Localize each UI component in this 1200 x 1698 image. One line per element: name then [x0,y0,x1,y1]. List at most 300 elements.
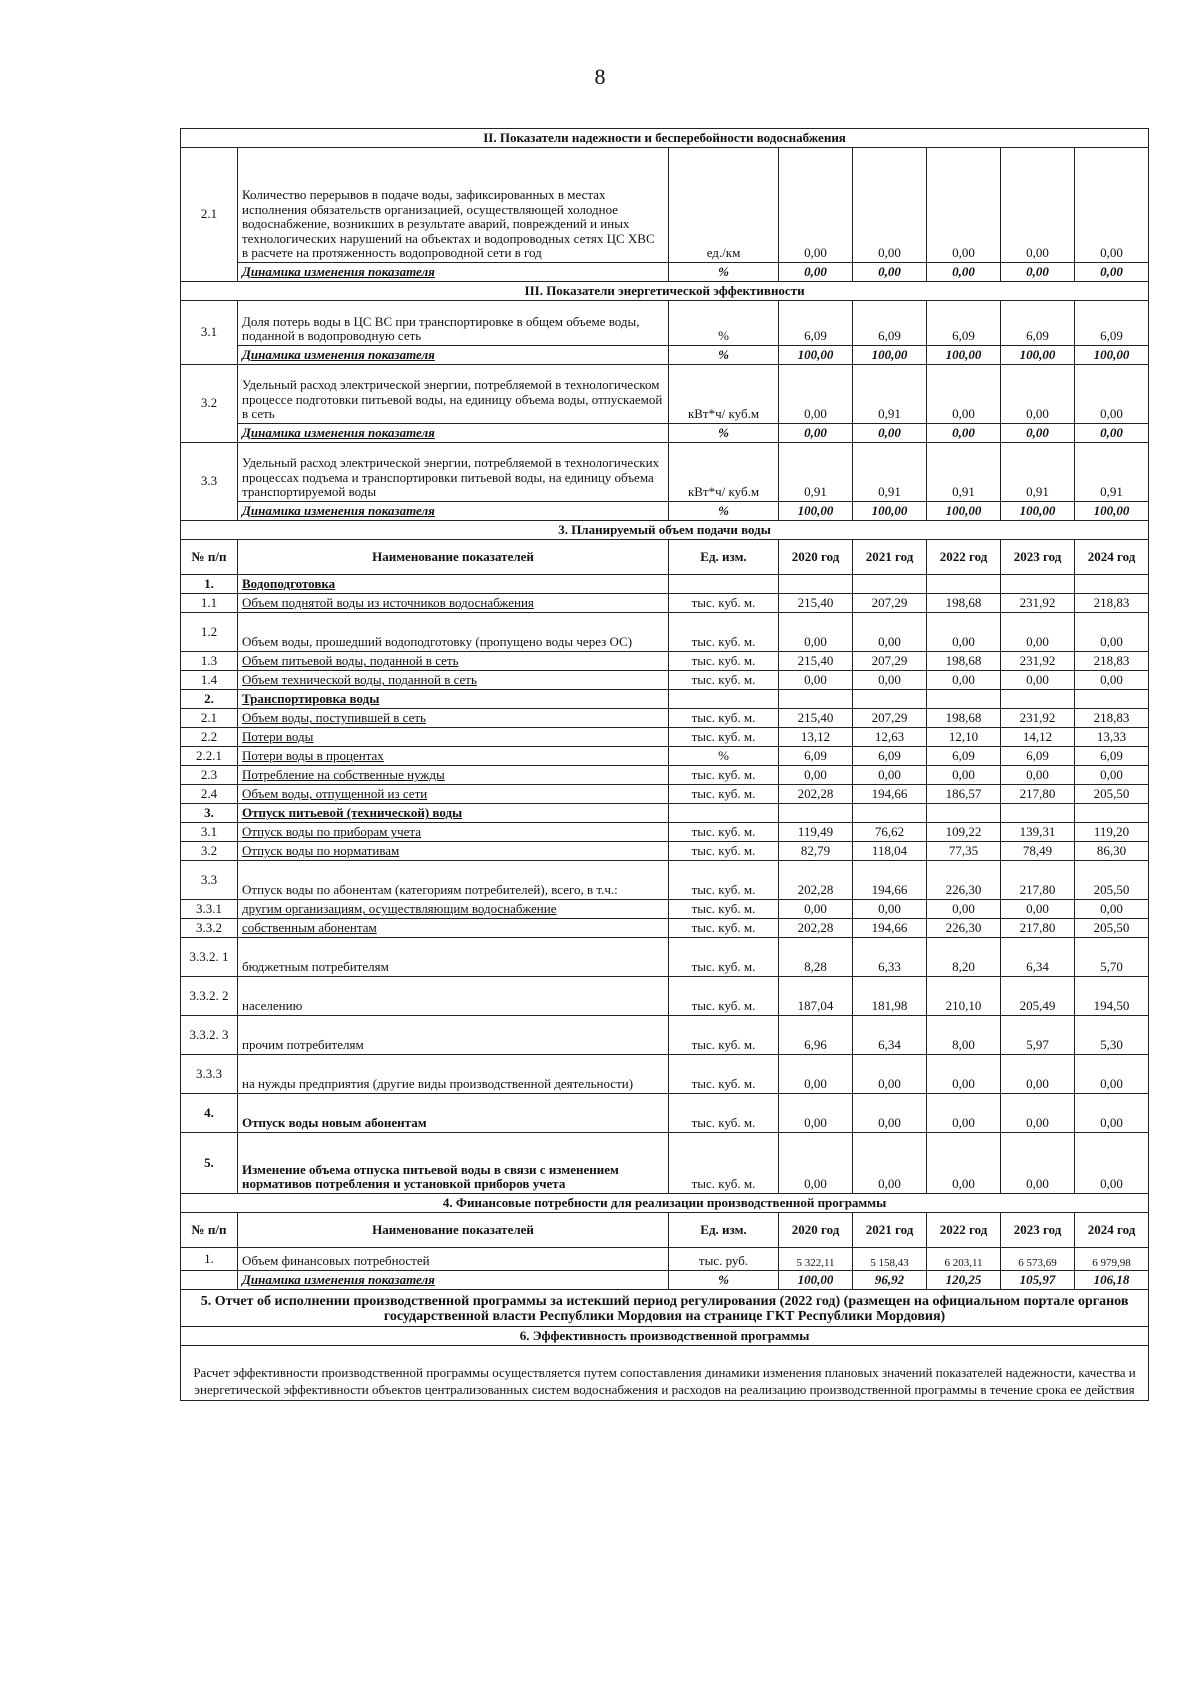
metric-value: 0,00 [927,148,1001,263]
indicator-unit [669,690,779,709]
dynamics-value: 100,00 [779,1271,853,1290]
table-row [181,671,1149,690]
indicator-name: Объем воды, отпущенной из сети [238,785,669,804]
indicator-value: 0,00 [1001,671,1075,690]
dynamics-value: 100,00 [853,502,927,521]
metric-value: 0,00 [1075,365,1149,424]
indicator-unit: тыс. куб. м. [669,1016,779,1055]
indicator-name: Потери воды в процентах [238,747,669,766]
header-year: 2020 год [779,540,853,575]
indicator-unit: тыс. куб. м. [669,823,779,842]
indicator-value: 0,00 [853,1055,927,1094]
dynamics-value: 100,00 [927,502,1001,521]
indicator-value: 231,92 [1001,709,1075,728]
metric-value: 6,09 [1001,301,1075,346]
metric-name: Удельный расход электрической энергии, потребляемой в технологических процессах подъема и транспортировки питьевой воды, на единицу объема транспортируемой воды [238,443,669,502]
indicator-value: 0,00 [927,1055,1001,1094]
indicator-value: 0,00 [1001,766,1075,785]
dynamics-label: Динамика изменения показателя [238,424,669,443]
indicator-value: 0,00 [1001,900,1075,919]
indicator-unit: тыс. куб. м. [669,1055,779,1094]
metric-value: 0,00 [1075,148,1149,263]
section-title-efficiency: 6. Эффективность производственной программы [181,1327,1149,1346]
section-title-volume: 3. Планируемый объем подачи воды [181,521,1149,540]
indicator-unit: тыс. куб. м. [669,1133,779,1194]
indicator-value [927,575,1001,594]
metric-value: 0,00 [927,365,1001,424]
dynamics-value: 0,00 [927,424,1001,443]
header-year: 2021 год [853,1213,927,1248]
indicator-value: 12,63 [853,728,927,747]
indicator-value: 14,12 [1001,728,1075,747]
row-number: 3.1 [181,823,238,842]
indicator-value: 194,66 [853,785,927,804]
indicator-value: 6,09 [779,747,853,766]
page-number: 8 [594,64,606,89]
indicator-unit: тыс. куб. м. [669,785,779,804]
indicator-value: 205,49 [1001,977,1075,1016]
indicator-value: 5,97 [1001,1016,1075,1055]
indicator-value: 207,29 [853,594,927,613]
indicator-unit: тыс. куб. м. [669,594,779,613]
indicator-value [927,804,1001,823]
dynamics-value: 100,00 [1001,502,1075,521]
metric-value: 0,91 [1075,443,1149,502]
indicator-value: 205,50 [1075,919,1149,938]
indicator-value: 0,00 [1075,671,1149,690]
indicator-value: 0,00 [1075,613,1149,652]
metric-name: Доля потерь воды в ЦС ВС при транспортировке в общем объеме воды, поданной в водопроводную сеть [238,301,669,346]
indicator-value: 0,00 [779,613,853,652]
indicator-value: 0,00 [1075,766,1149,785]
row-number: 2.2.1 [181,747,238,766]
metric-value: 0,00 [1001,365,1075,424]
indicator-value: 0,00 [1001,613,1075,652]
finance-name: Объем финансовых потребностей [238,1248,669,1271]
indicator-value [1001,804,1075,823]
indicator-unit: тыс. куб. м. [669,919,779,938]
indicator-value [779,575,853,594]
table-row [181,575,1149,594]
metric-value: 6,09 [853,301,927,346]
table-row [181,823,1149,842]
indicator-unit: тыс. куб. м. [669,1094,779,1133]
indicator-name: населению [238,977,669,1016]
table-row [181,919,1149,938]
indicator-value: 202,28 [779,785,853,804]
indicator-unit: тыс. куб. м. [669,728,779,747]
indicator-unit [669,804,779,823]
metric-value: 0,91 [1001,443,1075,502]
indicator-value: 82,79 [779,842,853,861]
indicator-value: 0,00 [779,1055,853,1094]
dynamics-row [181,502,1149,521]
dynamics-value: 100,00 [1075,346,1149,365]
header-num: № п/п [181,540,238,575]
indicator-value [1001,690,1075,709]
indicator-value [779,690,853,709]
indicator-value: 198,68 [927,594,1001,613]
indicator-name: Транспортировка воды [238,690,669,709]
table-row [181,1016,1149,1055]
row-number: 4. [181,1094,238,1133]
indicator-name: Объем питьевой воды, поданной в сеть [238,652,669,671]
row-number: 2.2 [181,728,238,747]
dynamics-value: 96,92 [853,1271,927,1290]
indicator-name: Объем воды, поступившей в сеть [238,709,669,728]
indicator-value: 0,00 [853,1133,927,1194]
indicator-value: 0,00 [779,1094,853,1133]
row-number: 3.3.2. 3 [181,1016,238,1055]
indicator-value: 194,66 [853,861,927,900]
row-number: 1.3 [181,652,238,671]
indicator-name: Отпуск питьевой (технической) воды [238,804,669,823]
row-number: 2. [181,690,238,709]
header-num: № п/п [181,1213,238,1248]
table-row [181,747,1149,766]
dynamics-unit: % [669,1271,779,1290]
indicator-value: 218,83 [1075,709,1149,728]
indicator-value: 187,04 [779,977,853,1016]
indicator-value: 0,00 [927,613,1001,652]
table-row [181,709,1149,728]
metric-value: 0,00 [779,148,853,263]
indicator-unit: тыс. куб. м. [669,977,779,1016]
indicator-value: 215,40 [779,594,853,613]
indicator-name: бюджетным потребителям [238,938,669,977]
dynamics-value: 0,00 [1075,263,1149,282]
dynamics-label: Динамика изменения показателя [238,502,669,521]
indicator-value [1075,690,1149,709]
dynamics-value: 0,00 [1001,424,1075,443]
indicator-value [853,690,927,709]
metric-value: 0,00 [853,148,927,263]
indicator-value: 198,68 [927,652,1001,671]
table-row [181,842,1149,861]
row-number: 3.1 [181,301,238,365]
dynamics-row [181,263,1149,282]
row-number: 2.4 [181,785,238,804]
metric-value: 6,09 [1075,301,1149,346]
dynamics-unit: % [669,263,779,282]
table-cell [181,1271,238,1290]
indicator-value: 6,96 [779,1016,853,1055]
row-number: 3.3.2. 1 [181,938,238,977]
indicator-value [1001,575,1075,594]
indicator-unit: тыс. куб. м. [669,842,779,861]
indicator-value [1075,575,1149,594]
header-name: Наименование показателей [238,540,669,575]
row-number: 2.1 [181,148,238,282]
section-row [181,282,1149,301]
indicator-value: 207,29 [853,652,927,671]
table-row [181,977,1149,1016]
dynamics-value: 0,00 [927,263,1001,282]
finance-value: 5 158,43 [853,1248,927,1271]
indicator-value: 217,80 [1001,861,1075,900]
dynamics-value: 0,00 [779,424,853,443]
row-number: 2.1 [181,709,238,728]
indicator-value: 6,09 [1075,747,1149,766]
indicator-value [1075,804,1149,823]
metric-value: 0,91 [853,443,927,502]
indicator-value: 186,57 [927,785,1001,804]
indicator-value: 6,34 [1001,938,1075,977]
row-number: 3.3.1 [181,900,238,919]
indicator-value: 13,33 [1075,728,1149,747]
header-year: 2021 год [853,540,927,575]
section-row [181,1346,1149,1401]
dynamics-value: 120,25 [927,1271,1001,1290]
indicator-value: 218,83 [1075,594,1149,613]
section-row [181,521,1149,540]
header-year: 2024 год [1075,540,1149,575]
indicator-value: 0,00 [1075,1094,1149,1133]
indicator-value: 231,92 [1001,594,1075,613]
section-row [181,129,1149,148]
indicator-value: 6,09 [927,747,1001,766]
dynamics-value: 100,00 [853,346,927,365]
indicator-unit: тыс. куб. м. [669,938,779,977]
indicator-value: 109,22 [927,823,1001,842]
indicator-value: 0,00 [927,1094,1001,1133]
indicator-value: 0,00 [853,613,927,652]
indicator-value: 205,50 [1075,861,1149,900]
indicator-value [927,690,1001,709]
indicator-value: 76,62 [853,823,927,842]
table-row [181,804,1149,823]
row-number: 3.2 [181,842,238,861]
metric-value: 6,09 [779,301,853,346]
indicator-value: 194,66 [853,919,927,938]
metric-row [181,443,1149,502]
indicator-value: 13,12 [779,728,853,747]
indicator-name: прочим потребителям [238,1016,669,1055]
indicator-value: 217,80 [1001,919,1075,938]
indicator-value: 78,49 [1001,842,1075,861]
indicator-value: 194,50 [1075,977,1149,1016]
indicator-value: 210,10 [927,977,1001,1016]
table-row [181,1133,1149,1194]
indicator-unit: тыс. куб. м. [669,709,779,728]
indicator-value: 5,70 [1075,938,1149,977]
dynamics-label: Динамика изменения показателя [238,1271,669,1290]
metric-unit: ед./км [669,148,779,263]
metric-value: 0,00 [1001,148,1075,263]
indicator-value: 0,00 [1075,900,1149,919]
section-row [181,1327,1149,1346]
indicator-value: 218,83 [1075,652,1149,671]
metric-value: 0,00 [779,365,853,424]
metric-name: Количество перерывов в подаче воды, зафиксированных в местах исполнения обязательств организацией, осуществляющей холодное водоснабжение, возникших в результате аварий, повреждений и иных технологических нарушений на объектах и водопроводных сетях ЦС ХВС в расчете на протяженность водопроводной сети в год [238,148,669,263]
dynamics-value: 0,00 [853,263,927,282]
indicator-value: 215,40 [779,652,853,671]
indicator-name: Объем воды, прошедший водоподготовку (пропущено воды через ОС) [238,613,669,652]
header-unit: Ед. изм. [669,540,779,575]
metric-unit: кВт*ч/ куб.м [669,365,779,424]
indicator-unit: тыс. куб. м. [669,652,779,671]
section-title-reliability: II. Показатели надежности и бесперебойности водоснабжения [181,129,1149,148]
indicator-value [853,804,927,823]
row-number: 1.2 [181,613,238,652]
indicator-value: 202,28 [779,861,853,900]
indicator-name: на нужды предприятия (другие виды производственной деятельности) [238,1055,669,1094]
indicator-name: Потери воды [238,728,669,747]
indicator-value: 226,30 [927,919,1001,938]
indicator-unit: тыс. куб. м. [669,900,779,919]
dynamics-label: Динамика изменения показателя [238,346,669,365]
indicator-value: 231,92 [1001,652,1075,671]
indicator-unit: тыс. куб. м. [669,671,779,690]
indicator-value: 0,00 [927,900,1001,919]
indicator-unit: тыс. куб. м. [669,613,779,652]
metric-row [181,301,1149,346]
efficiency-paragraph: Расчет эффективности производственной программы осуществляется путем сопоставления динамики изменения плановых значений показателей надежности, качества и энергетической эффективности объектов централизованных систем водоснабжения и расходов на реализацию производственной программы в течение срока ее действия [181,1346,1149,1401]
indicator-value: 118,04 [853,842,927,861]
table-row [181,613,1149,652]
indicator-name: Отпуск воды новым абонентам [238,1094,669,1133]
table-row [181,1094,1149,1133]
dynamics-row [181,424,1149,443]
indicator-value: 0,00 [779,766,853,785]
table-row [181,728,1149,747]
dynamics-value: 0,00 [853,424,927,443]
indicator-value: 0,00 [853,900,927,919]
indicator-value: 119,49 [779,823,853,842]
indicator-value: 8,00 [927,1016,1001,1055]
indicator-value: 202,28 [779,919,853,938]
indicator-name: Отпуск воды по абонентам (категориям потребителей), всего, в т.ч.: [238,861,669,900]
dynamics-value: 0,00 [779,263,853,282]
indicator-value: 5,30 [1075,1016,1149,1055]
finance-value: 6 203,11 [927,1248,1001,1271]
indicator-value: 217,80 [1001,785,1075,804]
dynamics-value: 106,18 [1075,1271,1149,1290]
indicator-value: 6,34 [853,1016,927,1055]
indicator-value: 0,00 [1001,1133,1075,1194]
metric-value: 6,09 [927,301,1001,346]
metric-name: Удельный расход электрической энергии, потребляемой в технологическом процессе подготовки питьевой воды, на единицу объема воды, отпускаемой в сеть [238,365,669,424]
dynamics-value: 100,00 [1075,502,1149,521]
finance-value: 6 979,98 [1075,1248,1149,1271]
metric-unit: % [669,301,779,346]
dynamics-unit: % [669,424,779,443]
section-title-energy: III. Показатели энергетической эффективности [181,282,1149,301]
indicator-name: Отпуск воды по приборам учета [238,823,669,842]
metric-value: 0,91 [853,365,927,424]
metric-value: 0,91 [779,443,853,502]
dynamics-value: 105,97 [1001,1271,1075,1290]
indicator-name: Объем поднятой воды из источников водоснабжения [238,594,669,613]
indicator-name: Потребление на собственные нужды [238,766,669,785]
header-unit: Ед. изм. [669,1213,779,1248]
row-number: 3.3.2 [181,919,238,938]
indicator-name: другим организациям, осуществляющим водоснабжение [238,900,669,919]
dynamics-value: 100,00 [779,502,853,521]
indicator-value: 0,00 [853,671,927,690]
metric-row [181,365,1149,424]
dynamics-row [181,346,1149,365]
row-number: 3.3.3 [181,1055,238,1094]
program-table [180,128,1149,1401]
indicator-value: 0,00 [853,1094,927,1133]
row-number: 1.4 [181,671,238,690]
header-name: Наименование показателей [238,1213,669,1248]
indicator-value: 0,00 [1075,1133,1149,1194]
indicator-name: Отпуск воды по нормативам [238,842,669,861]
indicator-value: 0,00 [853,766,927,785]
indicator-name: Водоподготовка [238,575,669,594]
section-row [181,1290,1149,1327]
row-number: 1. [181,575,238,594]
dynamics-unit: % [669,502,779,521]
indicator-value: 8,20 [927,938,1001,977]
indicator-value: 6,33 [853,938,927,977]
table-row [181,785,1149,804]
row-number: 3. [181,804,238,823]
indicator-value: 215,40 [779,709,853,728]
row-number: 3.3 [181,861,238,900]
indicator-value [853,575,927,594]
finance-value: 5 322,11 [779,1248,853,1271]
indicator-value: 8,28 [779,938,853,977]
dynamics-unit: % [669,346,779,365]
dynamics-value: 100,00 [927,346,1001,365]
indicator-unit: тыс. куб. м. [669,766,779,785]
indicator-value: 0,00 [1001,1055,1075,1094]
indicator-value: 139,31 [1001,823,1075,842]
indicator-name: собственным абонентам [238,919,669,938]
indicator-value: 0,00 [779,1133,853,1194]
section-title-report: 5. Отчет об исполнении производственной программы за истекший период регулирования (2022 год) (размещен на официальном портале органов государственной власти Республики Мордовия на странице ГКТ Республики Мордовия) [181,1290,1149,1327]
indicator-value: 86,30 [1075,842,1149,861]
dynamics-value: 0,00 [1001,263,1075,282]
indicator-value: 0,00 [779,900,853,919]
table-row [181,766,1149,785]
dynamics-value: 0,00 [1075,424,1149,443]
indicator-value: 0,00 [927,671,1001,690]
indicator-unit [669,575,779,594]
header-row [181,540,1149,575]
metric-unit: кВт*ч/ куб.м [669,443,779,502]
indicator-value: 0,00 [1001,1094,1075,1133]
row-number: 1. [181,1248,238,1271]
indicator-name: Объем технической воды, поданной в сеть [238,671,669,690]
finance-value: 6 573,69 [1001,1248,1075,1271]
indicator-value: 198,68 [927,709,1001,728]
row-number: 3.3 [181,443,238,521]
header-year: 2023 год [1001,540,1075,575]
section-title-finance: 4. Финансовые потребности для реализации производственной программы [181,1194,1149,1213]
indicator-value: 205,50 [1075,785,1149,804]
row-number: 5. [181,1133,238,1194]
indicator-value: 0,00 [927,766,1001,785]
indicator-value: 77,35 [927,842,1001,861]
row-number: 3.2 [181,365,238,443]
indicator-value: 6,09 [1001,747,1075,766]
dynamics-value: 100,00 [779,346,853,365]
table-row [181,900,1149,919]
section-row [181,1194,1149,1213]
indicator-value: 0,00 [1075,1055,1149,1094]
header-year: 2020 год [779,1213,853,1248]
row-number: 1.1 [181,594,238,613]
indicator-value: 0,00 [927,1133,1001,1194]
table-row [181,1055,1149,1094]
row-number: 3.3.2. 2 [181,977,238,1016]
indicator-unit: тыс. куб. м. [669,861,779,900]
header-year: 2024 год [1075,1213,1149,1248]
